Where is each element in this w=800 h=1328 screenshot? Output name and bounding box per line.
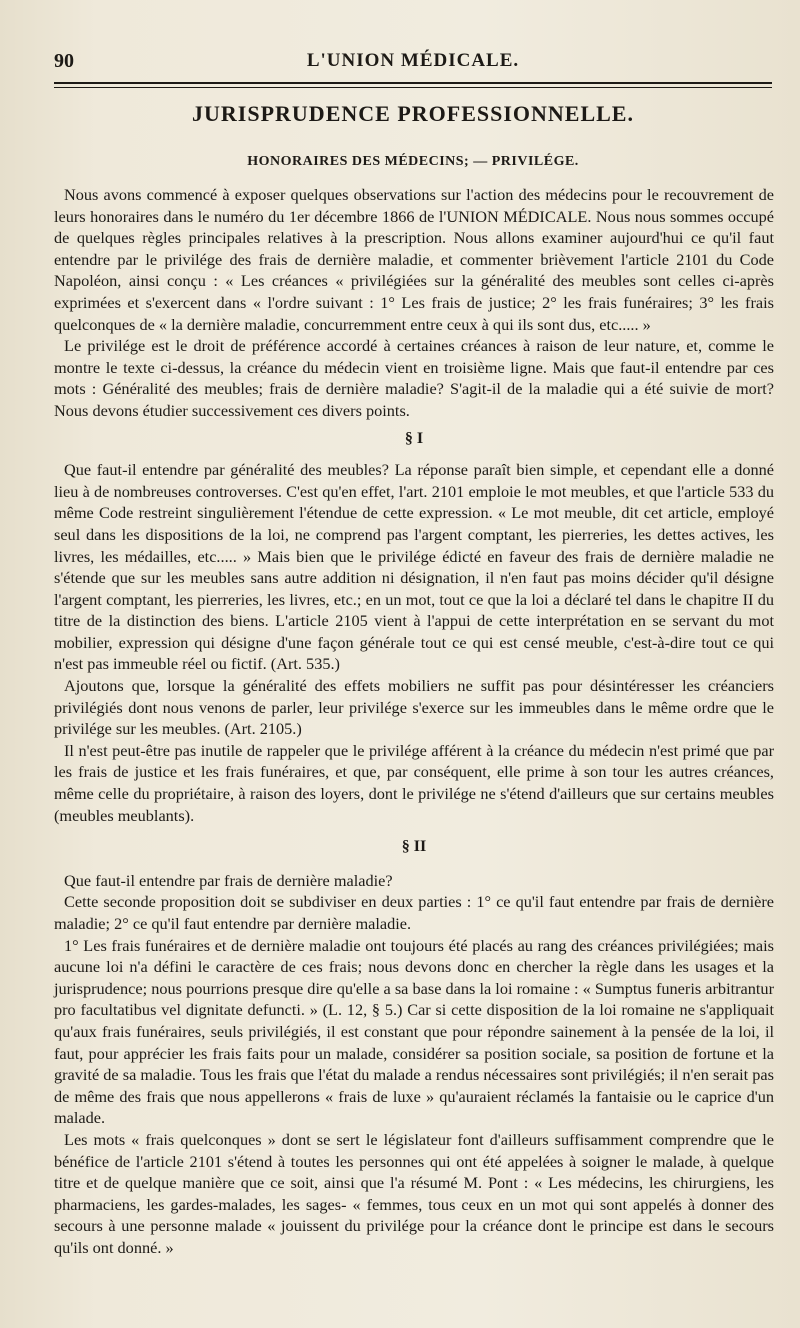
header-rule bbox=[54, 82, 772, 86]
paragraph: 1° Les frais funéraires et de dernière maladie ont toujours été placés au rang des créances privilégiées; mais aucune loi n'a défini le caractère de ces frais; nous devons donc en chercher la règle dans les usages et la jurisprudence; nous pourrions presque dire qu'elle a sa base dans la loi romaine : « Sumptus funeris arbitrantur pro facultatibus vel dignitate defuncti. » (L. 12, § 5.) Car si cette disposition de la loi romaine ne s'appliquait qu'aux frais funéraires, seuls privilégiés, il est constant que pour répondre sainement à la pensée de la loi, il faut, pour apprécier les frais faits pour un malade, considérer sa position sociale, sa position de fortune et la gravité de sa maladie. Tous les frais que l'état du malade a rendus nécessaires sont privilégiés; il n'en serait pas de même des frais que nous appellerons « frais de luxe » qu'auraient réclamés la fantaisie ou le caprice d'un malade. bbox=[54, 935, 774, 1128]
paragraph: Que faut-il entendre par frais de dernière maladie? bbox=[64, 870, 393, 890]
page-number: 90 bbox=[54, 50, 74, 72]
paragraph: Ajoutons que, lorsque la généralité des effets mobiliers ne suffit pas pour désintéresser les créanciers privilégiés dont nous venons de parler, leur privilége s'exerce sur les immeubles dans le même ordre que le privilége sur les meubles. (Art. 2105.) bbox=[54, 676, 774, 739]
paragraph: Nous avons commencé à exposer quelques observations sur l'action des médecins pour le recouvrement de leurs honoraires dans le numéro du 1er décembre 1866 de l'UNION MÉDICALE. Nous nous sommes occupé de quelques règles principales relatives à la prescription. Nous allons examiner aujourd'hui ce qu'il faut entendre par le privilége des frais de dernière maladie, et commenter brièvement l'article 2101 du Code Napoléon, ainsi conçu : « Les créances « privilégiées sur la généralité des meubles sont celles ci-après exprimées et s'exercent dans « l'ordre suivant : 1° Les frais de justice; 2° les frais funéraires; 3° les frais quelconques de « la dernière maladie, concurremment entre ceux à qui ils sont dus, etc..... » bbox=[54, 185, 774, 334]
section-title: JURISPRUDENCE PROFESSIONNELLE. bbox=[192, 101, 634, 126]
paragraph: Cette seconde proposition doit se subdiviser en deux parties : 1° ce qu'il faut entendre par frais de dernière maladie; 2° ce qu'il faut entendre par dernière maladie. bbox=[54, 892, 774, 933]
paragraph: Que faut-il entendre par généralité des meubles? La réponse paraît bien simple, et cependant elle a donné lieu à de nombreuses controverses. C'est qu'en effet, l'art. 2101 emploie le mot meubles, et que l'article 533 du même Code restreint singulièrement l'étendue de cette expression. « Le mot meuble, dit cet article, employé seul dans les dispositions de la loi, ne comprend pas l'argent comptant, les pierreries, les dettes actives, les livres, les médailles, etc..... » Mais bien que le privilége édicté en faveur des frais de dernière maladie ne s'étende que sur les meubles sans autre addition ni désignation, il n'en faut pas moins décider qu'il désigne l'argent comptant, les pierreries, les livres, etc.; en un mot, tout ce que la loi a déclaré tel dans le chapitre II du titre de la distinction des biens. L'article 2105 vient à l'appui de cette interprétation en se servant du mot mobilier, expression qui désigne d'une façon générale tout ce qui est censé meuble, c'est-à-dire tout ce qui n'est pas immeuble réel ou fictif. (Art. 535.) bbox=[54, 460, 774, 674]
paragraph: Les mots « frais quelconques » dont se sert le législateur font d'ailleurs suffisamment comprendre que le bénéfice de l'article 2101 s'étend à toutes les personnes qui ont été appelées à soigner le malade, à quelque titre et de quelque manière que ce soit, ainsi que l'a résumé M. Pont : « Les médecins, les chirurgiens, les pharmaciens, les gardes-malades, les sages- « femmes, tous ceux en un mot qui sont appelés à donner des secours à une personne malade « jouissent du privilége pour la créance dont le principe est dans le secours qu'ils ont donné. » bbox=[54, 1129, 774, 1257]
running-title: L'UNION MÉDICALE. bbox=[306, 50, 520, 71]
paragraph: Il n'est peut-être pas inutile de rappeler que le privilége afférent à la créance du médecin n'est primé que par les frais de justice et les frais funéraires, et que, par conséquent, elle prime à son tour les autres créances, même celle du propriétaire, à raison des loyers, dont le privilége ne s'étend d'ailleurs que sur certains meubles (meubles meublants). bbox=[54, 740, 774, 825]
section-marker-2: § II bbox=[401, 838, 427, 856]
article-body bbox=[54, 184, 774, 1259]
running-header bbox=[54, 50, 772, 78]
paragraph: Le privilége est le droit de préférence accordé à certaines créances à raison de leur nature, et, comme le montre le texte ci-dessus, la créance du médecin vient en troisième ligne. Mais que faut-il entendre par ces mots : Généralité des meubles; frais de dernière maladie? S'agit-il de la maladie qui a été suivie de mort? Nous devons étudier successivement ces divers points. bbox=[54, 336, 774, 420]
article-subtitle: HONORAIRES DES MÉDECINS; — PRIVILÉGE. bbox=[247, 154, 579, 169]
section-marker-1: § I bbox=[404, 429, 424, 447]
